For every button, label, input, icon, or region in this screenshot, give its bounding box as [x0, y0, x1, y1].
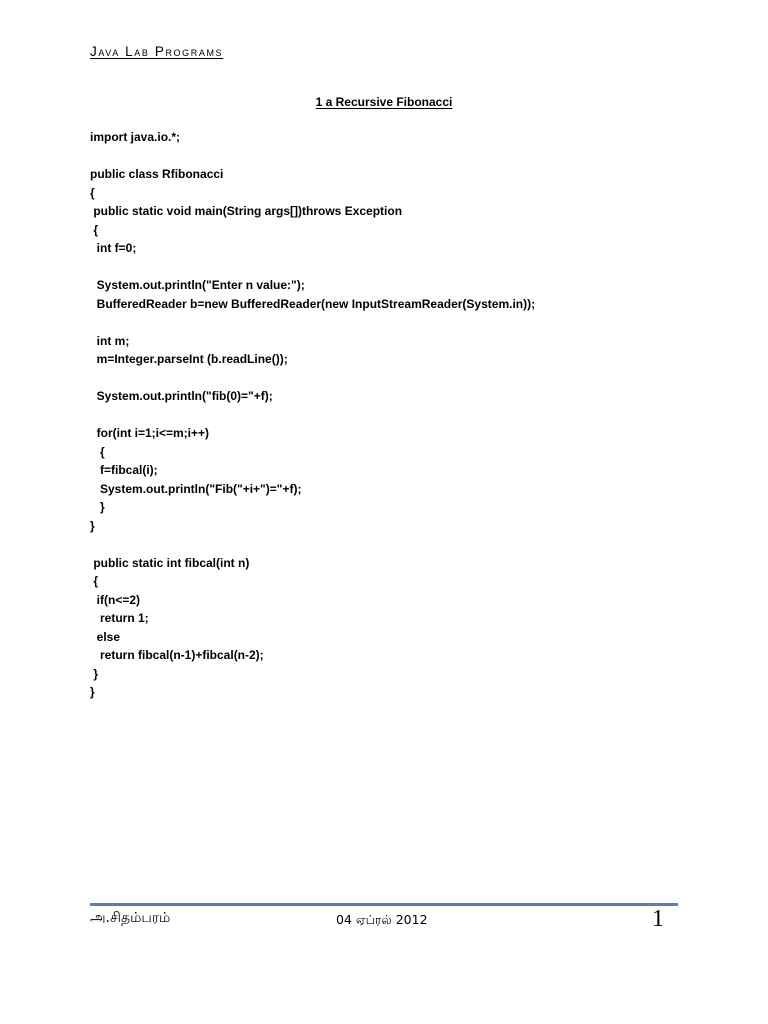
- code-line: else: [90, 629, 121, 644]
- code-line: [90, 369, 690, 388]
- code-line: return fibcal(n-1)+fibcal(n-2);: [90, 648, 264, 662]
- code-line: m=Integer.parseInt (b.readLine());: [90, 352, 288, 366]
- code-line: [90, 258, 690, 277]
- code-line: int m;: [90, 333, 130, 348]
- code-line: }: [90, 666, 99, 681]
- code-line: {: [90, 444, 105, 459]
- code-line: }: [90, 500, 105, 514]
- code-line: {: [90, 222, 99, 237]
- code-line: }: [90, 518, 95, 533]
- code-line: [90, 535, 690, 554]
- footer-rule: [90, 903, 678, 906]
- code-line: import java.io.*;: [90, 130, 181, 144]
- page-number: 1: [652, 906, 664, 932]
- code-line: System.out.println("Enter n value:");: [90, 278, 305, 292]
- code-line: int f=0;: [90, 241, 137, 255]
- code-line: {: [90, 574, 99, 588]
- code-line: public class Rfibonacci: [90, 167, 224, 181]
- program-title: 1 a Recursive Fibonacci: [315, 95, 453, 109]
- code-line: f=fibcal(i);: [90, 463, 158, 477]
- code-line: public static void main(String args[])throws Exception: [90, 204, 403, 218]
- code-line: public static int fibcal(int n): [90, 555, 250, 570]
- code-line: [90, 406, 690, 425]
- running-header: Java Lab Programs: [90, 44, 224, 59]
- code-listing: [90, 128, 690, 702]
- footer-date: 04 ஏப்ரல் 2012: [336, 912, 428, 927]
- code-line: return 1;: [90, 611, 149, 625]
- code-line: System.out.println("fib(0)="+f);: [90, 389, 273, 403]
- code-line: if(n<=2): [90, 592, 141, 607]
- code-line: System.out.println("Fib("+i+")="+f);: [90, 481, 302, 496]
- code-line: [90, 313, 690, 332]
- code-line: for(int i=1;i<=m;i++): [90, 426, 210, 440]
- code-line: {: [90, 185, 95, 200]
- footer-author: அ.சிதம்பரம்: [90, 910, 171, 926]
- code-line: BufferedReader b=new BufferedReader(new InputStreamReader(System.in));: [90, 296, 536, 311]
- code-line: [90, 147, 690, 166]
- code-line: }: [90, 685, 95, 699]
